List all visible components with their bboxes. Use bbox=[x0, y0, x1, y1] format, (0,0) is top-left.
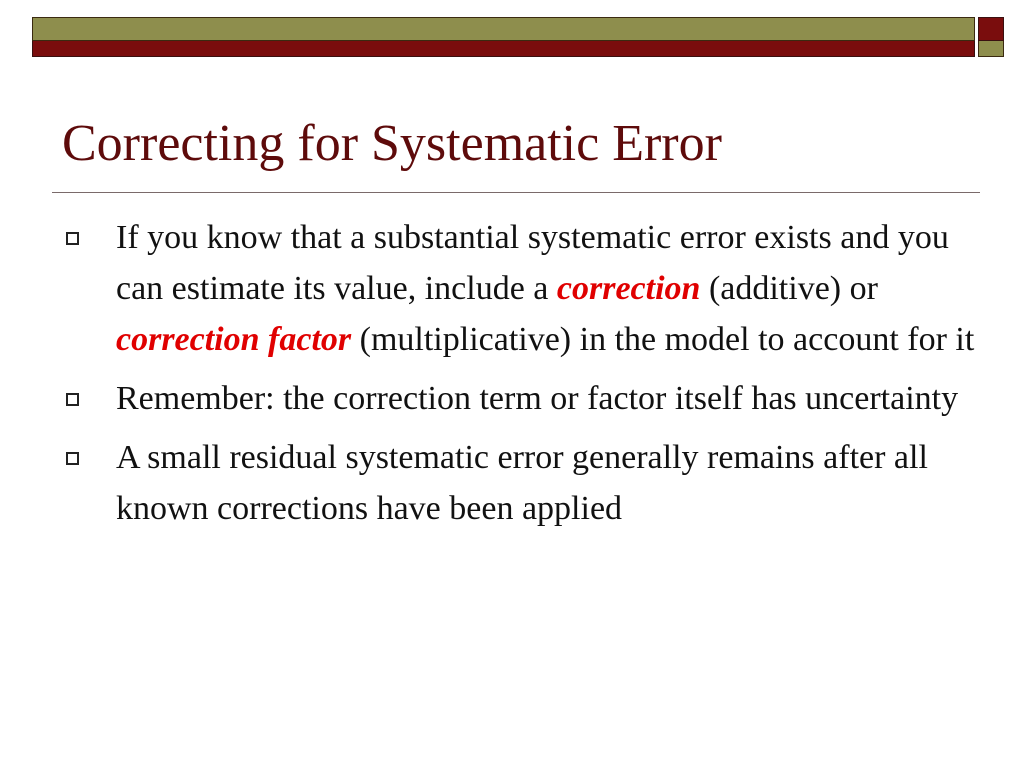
square-bullet-icon bbox=[66, 232, 79, 245]
bullet-item-correction bbox=[66, 212, 976, 365]
slide-title: Correcting for Systematic Error bbox=[62, 115, 722, 172]
square-bullet-icon bbox=[66, 393, 79, 406]
header-decoration-bar bbox=[32, 17, 975, 57]
bullet-text: (additive) or bbox=[700, 270, 878, 307]
header-bar-olive-stripe bbox=[32, 17, 975, 41]
square-bullet-icon bbox=[66, 452, 79, 465]
bullet-text: Remember: the correction term or factor itself has uncertainty bbox=[116, 380, 959, 417]
bullet-text: If you know that a substantial systematic error exists and you can estimate its value, include a bbox=[116, 219, 949, 307]
emphasis-correction: correction bbox=[556, 270, 701, 307]
bullet-item-residual bbox=[66, 432, 976, 534]
bullet-item-uncertainty bbox=[66, 373, 976, 424]
title-divider bbox=[52, 192, 980, 193]
emphasis-correction-factor: correction factor bbox=[116, 321, 352, 358]
bullet-list bbox=[66, 212, 976, 542]
corner-maroon-square bbox=[978, 17, 1004, 41]
header-bar-maroon-stripe bbox=[32, 41, 975, 57]
corner-olive-square bbox=[978, 41, 1004, 57]
header-corner-block bbox=[978, 17, 1004, 57]
bullet-text: A small residual systematic error generally remains after all known corrections have been applied bbox=[116, 439, 928, 527]
bullet-text: (multiplicative) in the model to account for it bbox=[351, 321, 975, 358]
